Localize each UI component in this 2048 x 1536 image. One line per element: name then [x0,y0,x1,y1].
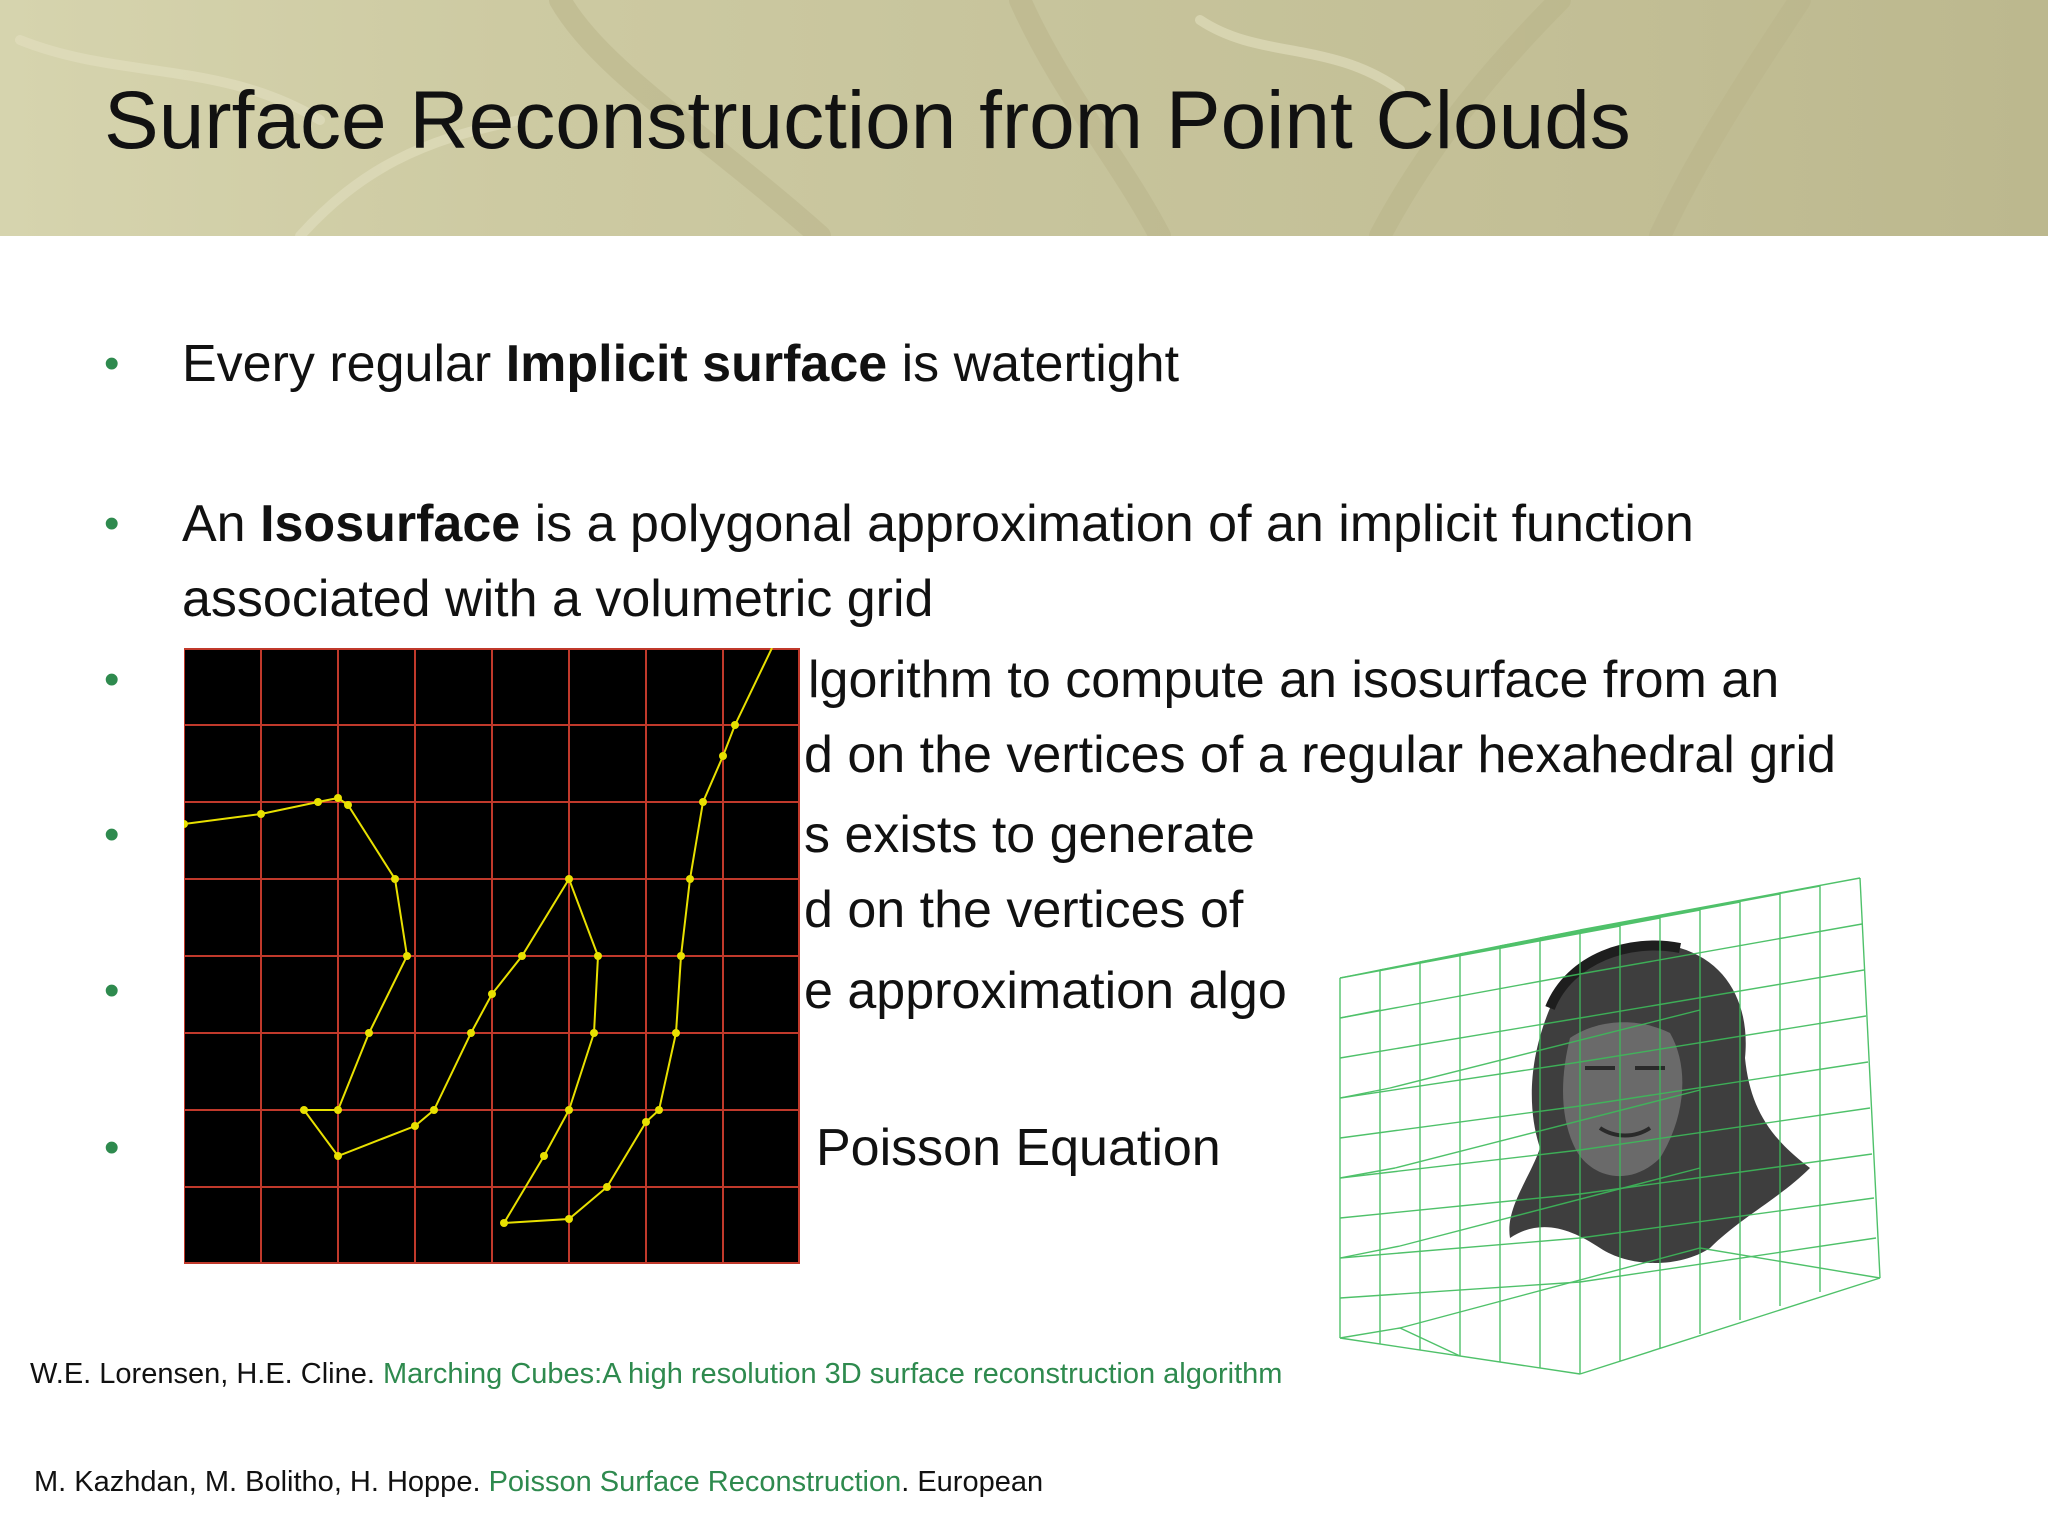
bullet-dot: • [104,1123,120,1172]
slide-title: Surface Reconstruction from Point Clouds [104,75,1631,166]
bullet-dot: • [104,966,120,1015]
reference-lorensen: W.E. Lorensen, H.E. Cline. Marching Cubes:A high resolution 3D surface reconstruction algorithm [30,1358,1283,1390]
bullet-dot: • [104,810,120,859]
reference-link-marching-cubes[interactable]: Marching Cubes:A high resolution 3D surface reconstruction algorithm [382,1358,1283,1390]
bullet-dot: • [104,655,120,704]
bullet-dot: • [104,339,120,388]
head-lattice-svg [1300,868,1900,1408]
reference-lorensen-clip [30,1352,1300,1398]
bullet-text: Every regular Implicit surface is watertight [182,335,1180,393]
bullet-dot: • [104,499,120,548]
title-banner [0,0,2048,236]
marching-squares-figure [184,648,800,1264]
reference-link-poisson[interactable]: Poisson Surface Reconstruction [488,1466,902,1498]
reference-kazhdan: M. Kazhdan, M. Bolitho, H. Hoppe. Poisson Surface Reconstruction. European [34,1466,1044,1498]
bullet-text: An Isosurface is a polygonal approximation of an implicit function [182,495,1694,553]
head-lattice-figure [1300,868,1900,1408]
